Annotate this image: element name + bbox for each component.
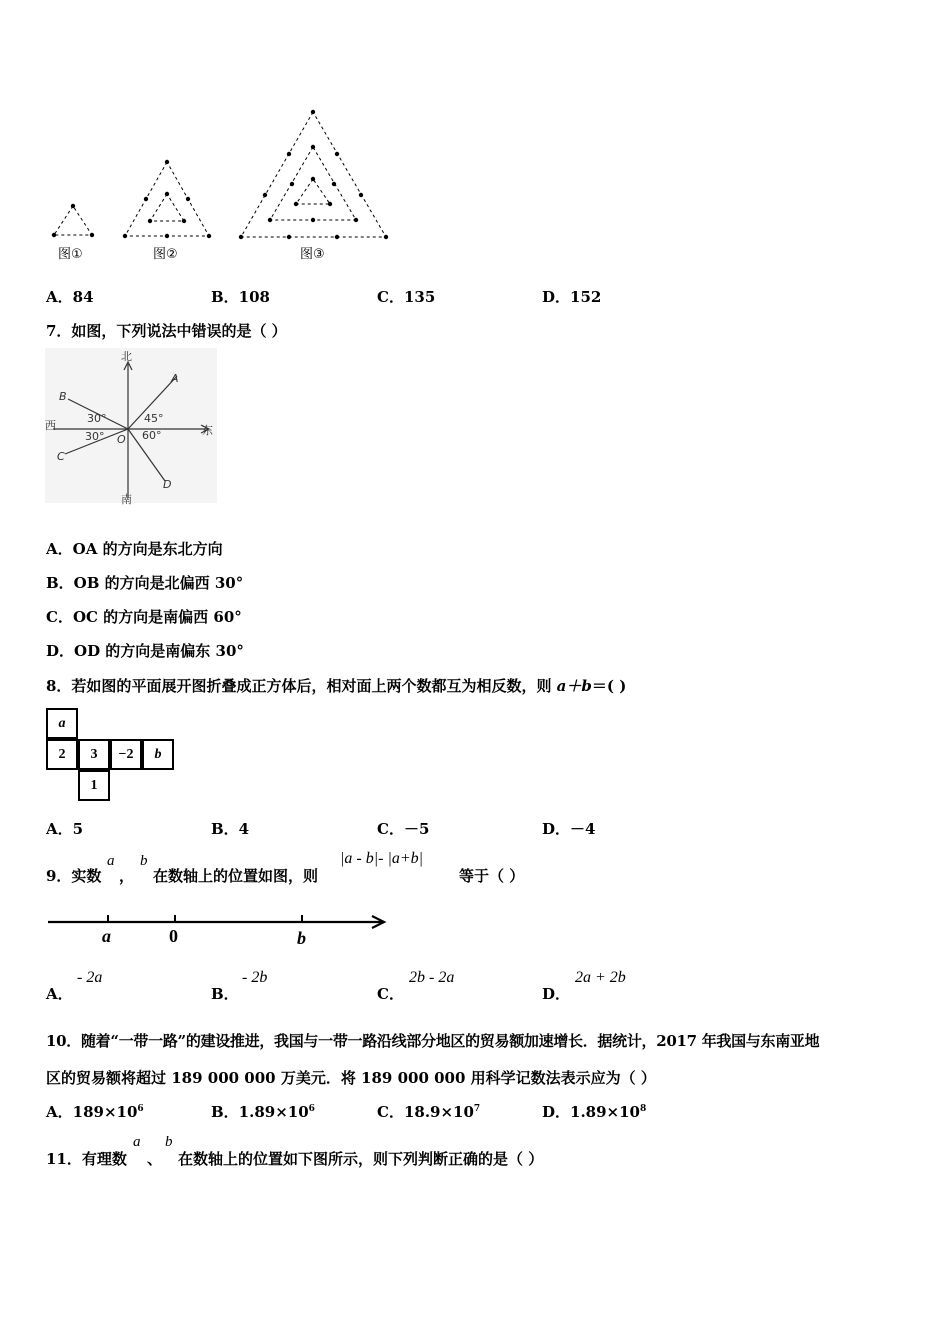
label-b: B: [59, 390, 67, 403]
triangle-fig1: [54, 206, 92, 235]
triangle-fig3-middle: [270, 147, 356, 220]
q10-stem-line2: 区的贸易额将超过 189 000 000 万美元．将 189 000 000 用科学记数法表示应为（ ）: [46, 1069, 656, 1087]
q9-option-b-expr[interactable]: - 2b: [242, 969, 268, 986]
label-west: 西: [45, 419, 56, 432]
number-line-q9: [44, 908, 394, 948]
q11-stem-end: 在数轴上的位置如下图所示，则下列判断正确的是（ ）: [178, 1150, 544, 1168]
q7-option-c[interactable]: C．OC 的方向是南偏西 60°: [46, 608, 242, 626]
net-cell-1: 2: [46, 739, 78, 770]
angle-oa: 45°: [144, 412, 164, 425]
q10-stem-line1: 10．随着“一带一路”的建设推进，我国与一带一路沿线部分地区的贸易额加速增长．据统计，2017 年我国与东南亚地: [46, 1032, 820, 1050]
label-north: 北: [121, 350, 132, 363]
label-d: D: [163, 478, 172, 491]
q9-option-a-expr[interactable]: - 2a: [77, 969, 103, 986]
q9-option-b-letter[interactable]: B．: [211, 985, 239, 1003]
q9-var-a: a: [107, 853, 115, 869]
triangle-fig3-inner: [296, 179, 330, 204]
q8-stem-math: a＋b: [556, 677, 592, 695]
net-cell-bottom: 1: [78, 770, 110, 801]
net-cell-3: −2: [110, 739, 142, 770]
fig1-label: 图①: [58, 247, 83, 262]
q11-var-a: a: [133, 1134, 141, 1150]
q8-stem-text: 8．若如图的平面展开图折叠成正方体后，相对面上两个数都互为相反数，则: [46, 677, 557, 695]
q9-option-d-letter[interactable]: D．: [542, 985, 571, 1003]
q8-option-b[interactable]: B．4: [211, 820, 250, 838]
compass-figure: [43, 346, 223, 506]
net-cell-4: b: [142, 739, 174, 770]
q6-option-c[interactable]: C．135: [377, 288, 436, 306]
axis-label-b: b: [297, 928, 306, 948]
q11-var-b: b: [165, 1134, 173, 1150]
triangle-fig2-inner: [150, 194, 184, 221]
q10-option-a[interactable]: A．$189\times 10^6$: [46, 1103, 144, 1121]
label-c: C: [57, 450, 65, 463]
fig3-label: 图③: [300, 247, 325, 262]
label-a: A: [171, 372, 179, 385]
label-south: 南: [121, 493, 132, 506]
q10-option-c[interactable]: C．$18.9\times 10^7$: [377, 1103, 481, 1121]
q9-expression: |a - b|- |a+b|: [340, 850, 424, 867]
q9-stem-start: 9．实数: [46, 867, 102, 885]
angle-oc: 30°: [85, 430, 105, 443]
q8-option-d[interactable]: D．－4: [542, 820, 596, 838]
q7-option-a[interactable]: A．OA 的方向是东北方向: [46, 540, 223, 558]
q6-option-b[interactable]: B．108: [211, 288, 270, 306]
q6-option-d[interactable]: D．152: [542, 288, 602, 306]
q10-option-b[interactable]: B．$1.89\times 10^6$: [211, 1103, 315, 1121]
q6-option-a[interactable]: A．84: [46, 288, 94, 306]
label-o: O: [117, 433, 126, 446]
q9-stem-end: 等于（ ）: [459, 867, 525, 885]
q7-stem: 7．如图，下列说法中错误的是（ ）: [46, 322, 287, 340]
q9-sep: ，: [119, 867, 135, 885]
q8-stem: [46, 675, 626, 696]
net-cell-2: 3: [78, 739, 110, 770]
fig2-label: 图②: [153, 247, 178, 262]
q7-option-b[interactable]: B．OB 的方向是北偏西 30°: [46, 574, 244, 592]
q8-stem-end: ＝( ): [591, 677, 627, 695]
q8-option-a[interactable]: A．5: [46, 820, 84, 838]
q9-stem-mid: 在数轴上的位置如图，则: [153, 867, 319, 885]
q10-option-d[interactable]: D．$1.89\times 10^8$: [542, 1103, 647, 1121]
q9-option-c-letter[interactable]: C．: [377, 985, 404, 1003]
net-cell-top: a: [46, 708, 78, 739]
label-east: 东: [202, 424, 213, 437]
axis-label-zero: 0: [169, 926, 178, 946]
q9-option-a-letter[interactable]: A．: [46, 985, 73, 1003]
q11-stem-start: 11．有理数: [46, 1150, 127, 1168]
q9-option-d-expr[interactable]: 2a + 2b: [575, 969, 626, 986]
q8-option-c[interactable]: C．－5: [377, 820, 430, 838]
angle-ob: 30°: [87, 412, 107, 425]
axis-label-a: a: [102, 926, 111, 946]
angle-od: 60°: [142, 429, 162, 442]
q7-option-d[interactable]: D．OD 的方向是南偏东 30°: [46, 642, 244, 660]
q9-option-c-expr[interactable]: 2b - 2a: [409, 969, 455, 986]
cube-net: [46, 708, 178, 804]
q11-sep: 、: [147, 1150, 163, 1168]
q9-var-b: b: [140, 853, 148, 869]
triangle-fig2-outer: [125, 162, 209, 236]
triangle-pattern-figure: [40, 100, 400, 265]
